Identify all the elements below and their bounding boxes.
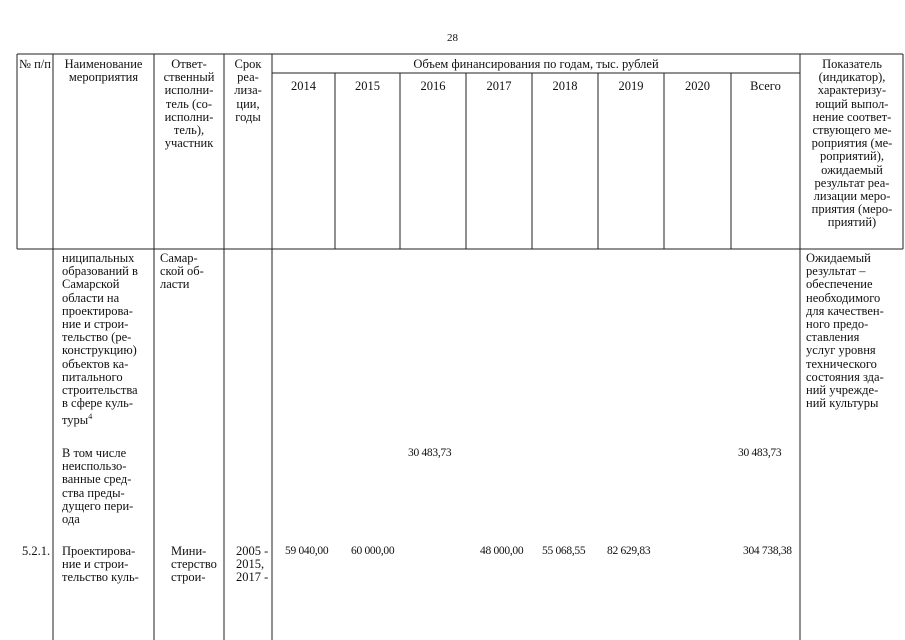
row2-name: В том числе неиспользо- ванные сред- ства преды- дущего пери- ода	[62, 446, 134, 527]
header-indicator: Показатель (индикатор), характеризу-ющий выпол-нение соответ-ствующего ме-роприятия (ме-роприятий), ожидаемый результат реа-лизации меро-приятия (меро-приятий)	[811, 57, 893, 230]
row3-name: Проектирова- ние и строи- тельство куль-	[62, 544, 139, 585]
row3-value-2018: 55 068,55	[542, 545, 586, 557]
row3-value-2015: 60 000,00	[351, 545, 395, 557]
header-name: Наименование мероприятия	[64, 57, 143, 85]
header-responsible: Ответ-ственный исполни-тель (со-исполни-тель), участник	[163, 57, 215, 151]
row3-value-2019: 82 629,83	[607, 545, 651, 557]
row1-name: ниципальных образований в Самарской области на проектирова- ние и строи- тельство (ре- конструкцию) объектов ка- питального строительства в сфере куль- туры$^4$	[62, 251, 138, 428]
row2-value-2016: 30 483,73	[408, 447, 452, 459]
year-2020: 2020	[685, 79, 710, 93]
row1-indicator: Ожидаемый результат – обеспечение необходимого для качествен- ного предо- ставления услуг уровня технического состояния зда- ний учрежде- ний культуры	[806, 251, 884, 411]
year-2016: 2016	[420, 79, 446, 93]
header-term: Срок реа-лиза-ции, годы	[234, 57, 262, 124]
year-2015: 2015	[355, 79, 380, 93]
row3-term: 2005 - 2015, 2017 -	[236, 544, 269, 585]
row3-value-2017: 48 000,00	[480, 545, 524, 557]
row3-value-total: 304 738,38	[743, 545, 792, 557]
year-2014: 2014	[291, 79, 316, 93]
row3-responsible: Мини- стерство строи-	[171, 544, 217, 585]
row1-responsible: Самар- ской об- ласти	[160, 251, 204, 292]
year-2018: 2018	[552, 79, 578, 93]
page-number: 28	[447, 32, 458, 44]
year-total: Всего	[750, 79, 781, 93]
row3-num: 5.2.1.	[22, 544, 51, 558]
year-2019: 2019	[618, 79, 644, 93]
footnote-marker: 4	[88, 412, 93, 422]
header-num: № п/п	[19, 57, 51, 71]
year-2017: 2017	[486, 79, 512, 93]
row3-value-2014: 59 040,00	[285, 545, 329, 557]
header-funding: Объем финансирования по годам, тыс. рублей	[413, 57, 659, 71]
row2-value-total: 30 483,73	[738, 447, 782, 459]
